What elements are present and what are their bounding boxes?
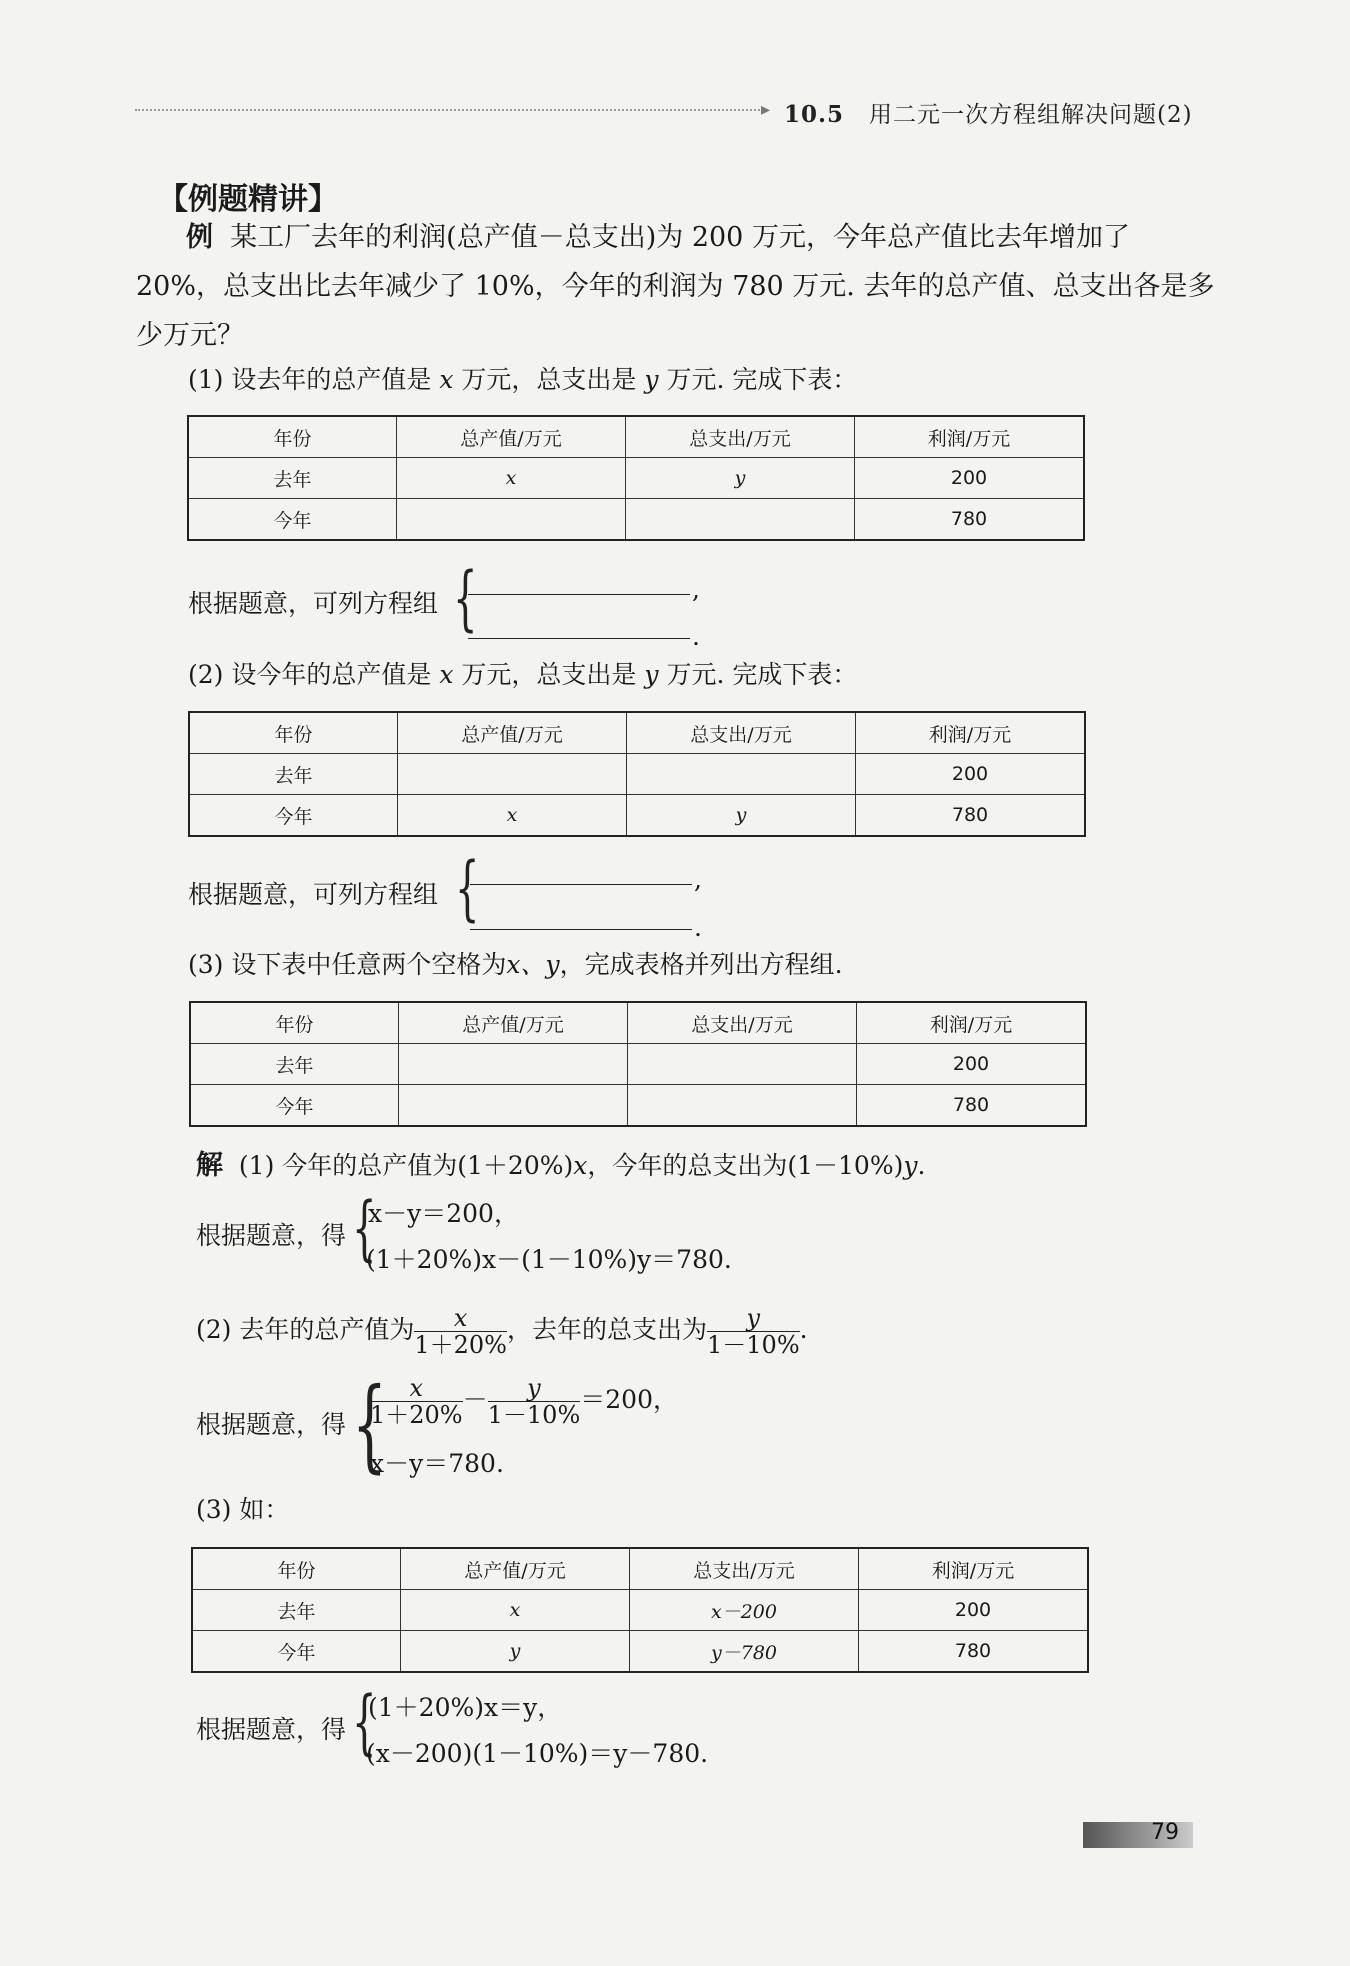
header-cell: 年份 [192,1548,401,1590]
table-cell: 780 [857,1085,1087,1127]
table-cell[interactable] [628,1085,857,1127]
header-cell: 总支出/万元 [627,712,856,754]
s3-eq1: (1＋20%)x＝y， [368,1693,563,1722]
table-cell: 今年 [190,1085,399,1127]
frac-denominator: 1＋20% [370,1401,463,1429]
var-y: y [644,365,659,394]
var-x: x [439,365,454,394]
s3-eq2: (x－200)(1－10%)＝y－780. [366,1739,709,1768]
solution-line-2 [196,1298,808,1362]
table-cell [397,499,626,541]
part1-prompt-post: 万元. 完成下表： [666,365,858,394]
table-row [188,499,1084,541]
table-cell: x [397,458,626,499]
table-cell [627,754,856,795]
table-cell [398,754,627,795]
s2-mid: ，去年的总支出为 [507,1315,708,1344]
header-cell: 年份 [190,1002,399,1044]
header-cell: 利润/万元 [859,1548,1089,1590]
table-row [192,1590,1088,1631]
problem-text-1: 某工厂去年的利润(总产值－总支出)为 200 万元，今年总产值比去年增加了 [230,222,1130,253]
table-header-row [189,712,1085,754]
var-x: x [573,1151,588,1180]
solution-line-1 [196,1146,925,1186]
answer-blank[interactable] [468,594,690,595]
problem-line-2: 20%，总支出比去年减少了 10%，今年的利润为 780 万元. 去年的总产值、总支出各是多 [136,271,1215,302]
part2-prompt-post: 万元. 完成下表： [666,660,858,689]
header-cell: 总产值/万元 [397,416,626,458]
table-row [190,1044,1086,1085]
table-part2 [188,711,1086,837]
table-cell: 去年 [190,1044,399,1085]
frac-numerator: y [707,1305,800,1332]
brace-icon: { [352,1187,377,1269]
s1-mid: ，今年的总支出为(1－10%) [587,1151,904,1180]
s1-text: (1) 今年的总产值为(1＋20%) [238,1151,574,1180]
table-cell: x [398,795,627,837]
running-header [784,96,1193,129]
s3-label: (3) 如： [196,1495,290,1524]
answer-blank[interactable] [470,929,692,930]
table-row [189,795,1085,837]
fraction [488,1375,581,1428]
table-cell: 200 [859,1590,1089,1631]
section-title: 用二元一次方程组解决问题(2) [868,102,1193,128]
frac-denominator: 1－10% [707,1331,800,1359]
header-cell: 总产值/万元 [398,712,627,754]
table-row [190,1085,1086,1127]
frac-numerator: y [488,1375,581,1402]
table-row [188,458,1084,499]
fraction [707,1305,800,1358]
brace-icon: { [352,1366,387,1483]
table-cell: 去年 [189,754,398,795]
table-cell[interactable] [399,1085,628,1127]
s1-eq1: x－y＝200， [368,1199,519,1228]
comma: , [694,865,702,894]
part1-prompt-pre: (1) 设去年的总产值是 [188,365,432,394]
frac-numerator: x [370,1375,463,1402]
table-cell: y [626,458,855,499]
s2-eq1-tail: ＝200， [580,1385,678,1414]
got-label: 根据题意，得 [196,1221,347,1250]
table-header-row [192,1548,1088,1590]
section-label: 【例题精讲】 [158,182,338,217]
s2-end: . [799,1315,808,1344]
frac-denominator: 1＋20% [414,1331,507,1359]
minus: － [462,1385,488,1414]
var-x: x [439,660,454,689]
part2-system-label: 根据题意，可列方程组 [188,880,439,909]
part3-prompt-pre: (3) 设下表中任意两个空格为 [188,950,507,979]
table-cell: y [401,1631,630,1673]
header-cell: 年份 [188,416,397,458]
table-row [192,1631,1088,1673]
table-part3 [189,1001,1087,1127]
answer-blank[interactable] [470,884,692,885]
fraction [370,1375,463,1428]
brace-icon: { [352,1681,377,1763]
header-cell: 利润/万元 [856,712,1086,754]
table-cell: x－200 [630,1590,859,1631]
table-header-row [190,1002,1086,1044]
header-cell: 总支出/万元 [628,1002,857,1044]
frac-denominator: 1－10% [487,1401,581,1429]
var-y: y [903,1151,918,1180]
period: . [694,913,702,942]
problem-line-1 [186,212,1130,264]
part3-prompt [188,945,843,985]
brace-icon: { [453,557,478,639]
table-part1 [187,415,1085,541]
part2-prompt-pre: (2) 设今年的总产值是 [188,660,432,689]
table-cell: y－780 [630,1631,859,1673]
table-header-row [188,416,1084,458]
table-cell[interactable] [628,1044,857,1085]
vars-xy: x、y [506,950,560,979]
part1-prompt [188,360,857,400]
part2-prompt [188,655,857,695]
header-cell: 年份 [189,712,398,754]
header-cell: 利润/万元 [857,1002,1087,1044]
part1-prompt-mid: 万元，总支出是 [461,365,637,394]
table-cell: 今年 [188,499,397,541]
part1-system-label: 根据题意，可列方程组 [188,589,439,618]
table-cell: 780 [859,1631,1089,1673]
page-number: 79 [1151,1820,1179,1845]
part2-prompt-mid: 万元，总支出是 [461,660,637,689]
table-cell: 200 [856,754,1086,795]
problem-line-3: 少万元？ [136,320,244,351]
table-cell: 780 [856,795,1086,837]
s1-eq2: (1＋20%)x－(1－10%)y＝780. [366,1245,732,1274]
answer-blank[interactable] [468,638,690,639]
s2-eq2: x－y＝780. [370,1449,504,1478]
header-cell: 总支出/万元 [626,416,855,458]
solution-label: 解 [196,1150,223,1181]
period: . [692,622,700,651]
s2-eq1 [370,1372,678,1428]
table-cell: x [401,1590,630,1631]
s2-pre: (2) 去年的总产值为 [196,1315,415,1344]
arrow-right-icon: ▸ [761,99,771,120]
table-cell: 今年 [192,1631,401,1673]
comma: , [692,575,700,604]
table-cell: 200 [857,1044,1087,1085]
table-solution3 [191,1547,1089,1673]
section-number: 10.5 [784,101,845,128]
table-cell: 去年 [188,458,397,499]
header-cell: 利润/万元 [855,416,1085,458]
header-rule [135,109,763,111]
table-cell: 今年 [189,795,398,837]
table-cell [626,499,855,541]
table-cell: 780 [855,499,1085,541]
frac-numerator: x [414,1305,507,1332]
brace-icon: { [455,847,480,929]
header-cell: 总产值/万元 [399,1002,628,1044]
s1-end: . [917,1151,926,1180]
table-row [189,754,1085,795]
fraction [414,1305,507,1358]
example-label: 例 [186,222,213,253]
table-cell: 去年 [192,1590,401,1631]
table-cell: 200 [855,458,1085,499]
part3-prompt-post: ，完成表格并列出方程组. [559,950,843,979]
table-cell: y [627,795,856,837]
header-cell: 总产值/万元 [401,1548,630,1590]
header-cell: 总支出/万元 [630,1548,859,1590]
var-y: y [644,660,659,689]
table-cell[interactable] [399,1044,628,1085]
got-label-2: 根据题意，得 [196,1410,347,1439]
got-label-3: 根据题意，得 [196,1715,347,1744]
